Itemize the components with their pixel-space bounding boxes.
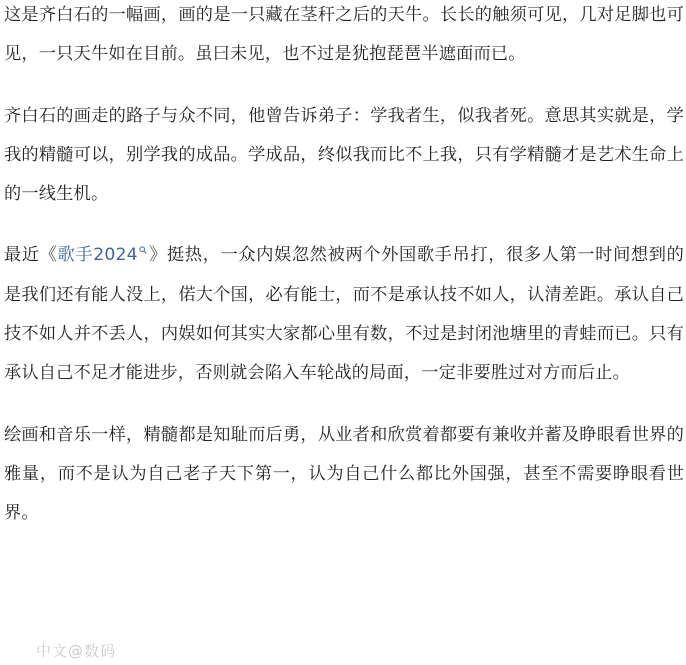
search-icon[interactable] [139, 246, 147, 254]
paragraph-3-lead: 最近《 [4, 245, 58, 266]
paragraph-4: 绘画和音乐一样，精髓都是知耻而后勇，从业者和欣赏着都要有兼收并蓄及睁眼看世界的雅量，而不是认为自己老子天下第一，认为自己什么都比外国强，甚至不需要睁眼看世界。 [4, 424, 684, 524]
paragraph-3 [4, 236, 684, 393]
watermark: 中文@数码 [36, 642, 117, 660]
paragraph-1: 这是齐白石的一幅画，画的是一只藏在茎秆之后的天牛。长长的触须可见，几对足脚也可见，一只天牛如在目前。虽曰未见，也不过是犹抱琵琶半遮面而已。 [4, 5, 684, 65]
article-body [4, 0, 684, 556]
paragraph-2: 齐白石的画走的路子与众不同，他曾告诉弟子：学我者生，似我者死。意思其实就是，学我的精髓可以，别学我的成品。学成品，终似我而比不上我，只有学精髓才是艺术生命上的一线生机。 [4, 105, 684, 205]
paragraph-3-body: 》挺热，一众内娱忽然被两个外国歌手吊打，很多人第一时间想到的是我们还有能人没上，偌大个国，必有能士，而不是承认技不如人，认清差距。承认自己技不如人并不丢人，内娱如何其实大家都心里有数，不过是封闭池塘里的青蛙而已。只有承认自己不足才能进步，否则就会陷入车轮战的局面，一定非要胜过对方而后止。 [4, 245, 684, 384]
singer-2024-link[interactable]: 歌手2024 [57, 245, 138, 266]
